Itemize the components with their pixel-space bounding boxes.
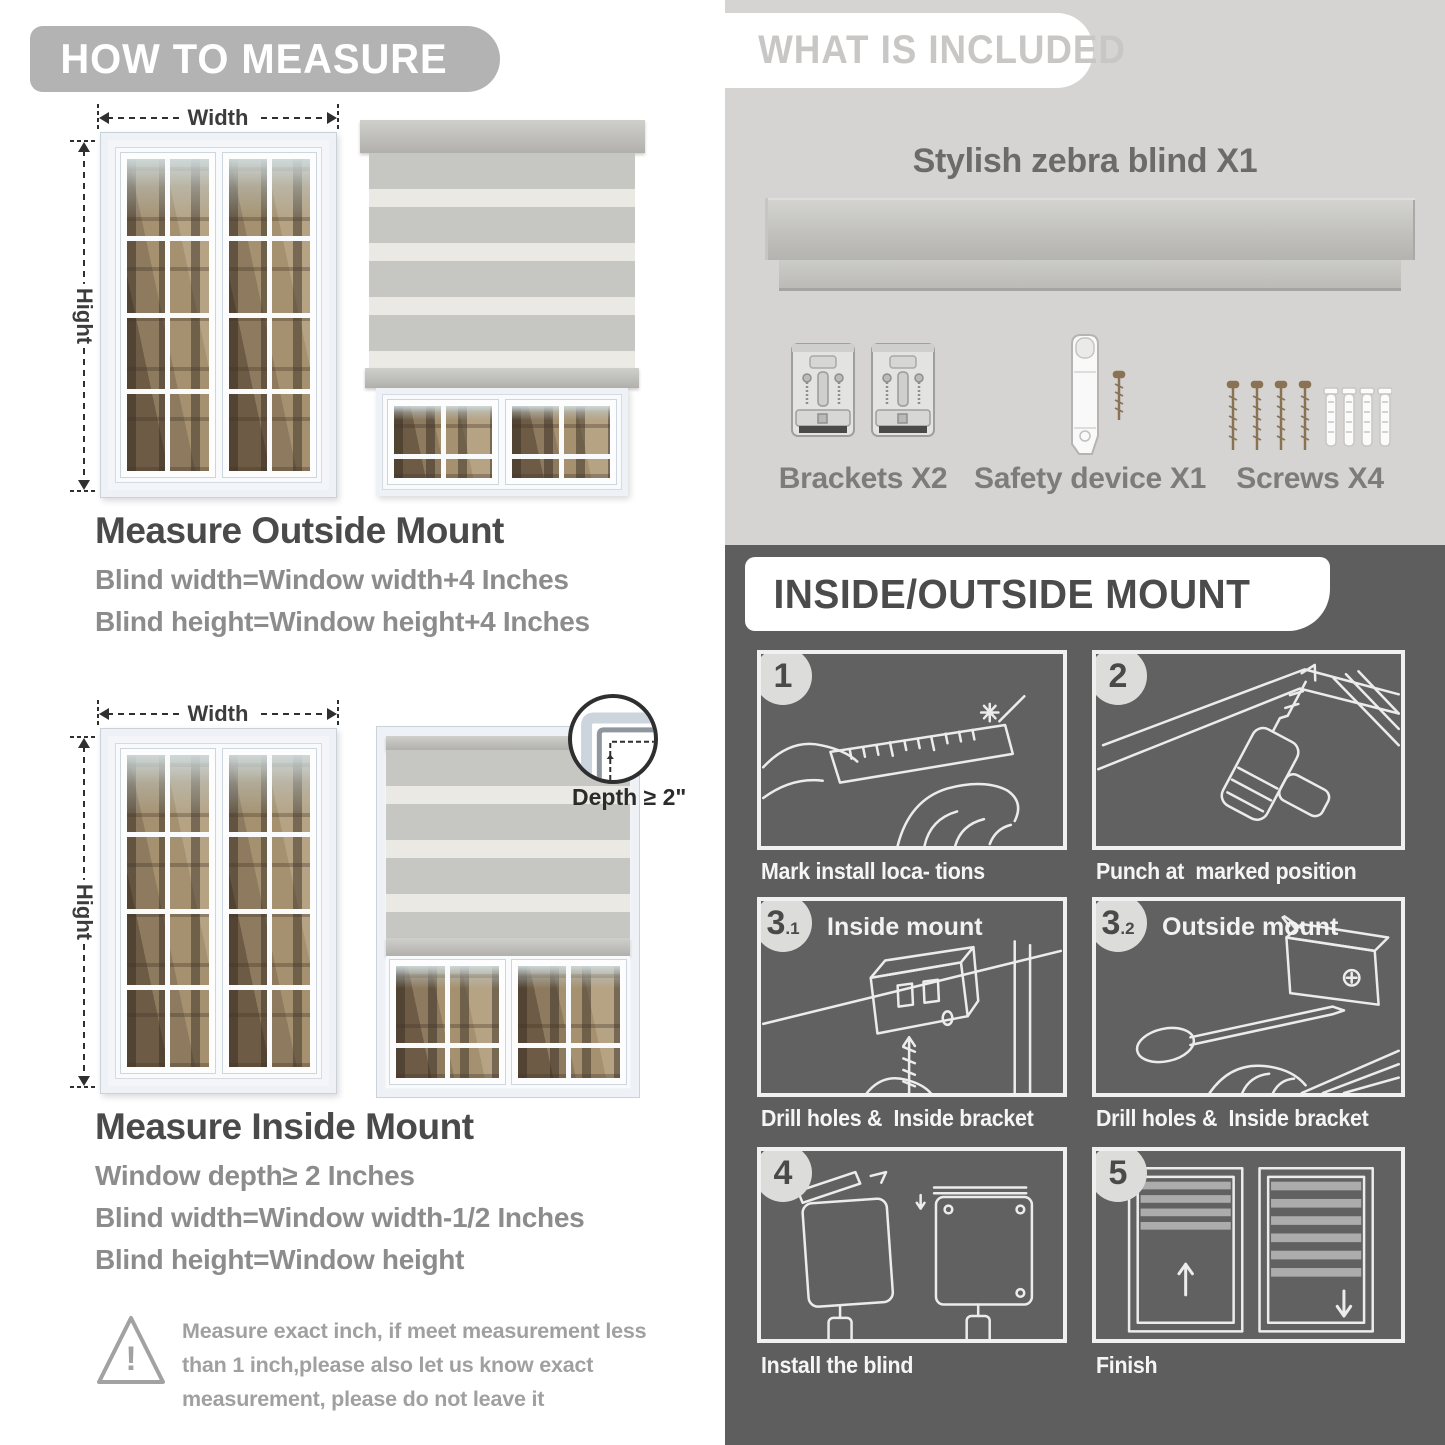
- measure-inside-line2: Blind width=Window width-1/2 Inches: [95, 1202, 585, 1233]
- width-arrow-outside: [95, 104, 341, 132]
- height-arrow-outside: [70, 138, 98, 494]
- measure-inside-line1: Window depth≥ 2 Inches: [95, 1160, 415, 1191]
- brackets-icon: [788, 338, 938, 450]
- step-panel-2: [1092, 650, 1405, 850]
- screws-graphic: [1222, 380, 1392, 458]
- window-under-blind: [386, 956, 630, 1088]
- window-under-blind: [376, 388, 628, 496]
- window-glass: [127, 159, 209, 471]
- step-caption-5: Finish: [1096, 1352, 1158, 1378]
- window-door-left: [389, 959, 506, 1085]
- window-door-left: [387, 399, 499, 485]
- step-caption-3-1: Drill holes & Inside bracket: [761, 1105, 1034, 1131]
- headrail-illustration: [765, 198, 1415, 260]
- inside-outside-mount-header: [745, 557, 1330, 631]
- window-illustration-outside: [100, 132, 337, 498]
- mounting-bracket-graphic: [788, 338, 938, 450]
- step-inline-label: Inside mount: [827, 913, 983, 941]
- window-glass: [518, 966, 621, 1078]
- measure-inside-title: Measure Inside Mount: [95, 1106, 474, 1147]
- blind-sheer-band: [369, 352, 635, 368]
- step-panel-3-1: [757, 897, 1067, 1097]
- window-glass: [512, 406, 610, 478]
- depth-detail-graphic: [572, 698, 654, 780]
- window-door-right: [511, 959, 628, 1085]
- safety-device-graphic: [1062, 332, 1132, 460]
- window-glass: [127, 755, 209, 1067]
- step-number-sub: .1: [785, 919, 800, 938]
- step-panel-3-2: [1092, 897, 1405, 1097]
- window-doors: [115, 743, 322, 1079]
- step-number: 3: [1101, 903, 1121, 942]
- what-is-included-header: [725, 13, 1126, 88]
- height-label-outside: Hight: [71, 284, 97, 348]
- window-door-right: [505, 399, 617, 485]
- step-number: 4: [773, 1153, 793, 1192]
- height-label-inside: Hight: [71, 880, 97, 944]
- blind-stripes: [369, 153, 635, 369]
- product-title: Stylish zebra blind X1: [912, 142, 1258, 180]
- depth-detail-circle: [568, 694, 658, 784]
- measure-outside-line1: Blind width=Window width+4 Inches: [95, 564, 569, 595]
- component-label-screws: Screws X4: [1236, 462, 1384, 495]
- height-arrow-inside: [70, 734, 98, 1090]
- zebra-blind-illustration-outside: [360, 120, 645, 498]
- step-caption-1: Mark install loca- tions: [761, 858, 985, 884]
- step-number: 5: [1108, 1153, 1128, 1192]
- step-caption-3-2: Drill holes & Inside bracket: [1096, 1105, 1369, 1131]
- width-label-inside: Width: [180, 701, 257, 727]
- width-arrow-inside: [95, 700, 341, 728]
- warning-triangle-graphic: [95, 1312, 167, 1388]
- what-is-included-title: WHAT IS INCLUDED: [758, 28, 1126, 72]
- step-caption-4: Install the blind: [761, 1352, 914, 1378]
- headrail-lip-illustration: [779, 260, 1401, 291]
- how-to-measure-header: [30, 26, 500, 92]
- how-to-measure-title: HOW TO MEASURE: [60, 35, 448, 82]
- window-doors: [115, 147, 322, 483]
- window-glass: [229, 755, 311, 1067]
- measure-outside-line2: Blind height=Window height+4 Inches: [95, 606, 590, 637]
- blind-headrail: [360, 120, 645, 153]
- window-door-left: [120, 152, 216, 478]
- step-caption-2: Punch at marked position: [1096, 858, 1357, 884]
- step-panel-5: [1092, 1147, 1405, 1343]
- step-panel-4: [757, 1147, 1067, 1343]
- depth-label: Depth ≥ 2": [572, 784, 687, 810]
- screws-icon: [1222, 380, 1392, 458]
- step-number-sub: .2: [1120, 919, 1135, 938]
- step-panel-1: [757, 650, 1067, 850]
- component-label-brackets: Brackets X2: [778, 462, 948, 495]
- step-number: 3: [766, 903, 786, 942]
- window-illustration-inside: [100, 728, 337, 1094]
- window-glass: [229, 159, 311, 471]
- svg-text:!: !: [125, 1340, 137, 1378]
- inside-outside-mount-title: INSIDE/OUTSIDE MOUNT: [773, 570, 1251, 617]
- window-glass: [396, 966, 499, 1078]
- window-door-left: [120, 748, 216, 1074]
- component-label-safety-device: Safety device X1: [973, 462, 1206, 495]
- step-number: 2: [1108, 656, 1128, 695]
- measure-inside-line3: Blind height=Window height: [95, 1244, 465, 1275]
- window-door-right: [222, 748, 318, 1074]
- width-label-outside: Width: [180, 105, 257, 131]
- blind-bottomrail: [386, 938, 630, 956]
- window-door-right: [222, 152, 318, 478]
- measure-outside-title: Measure Outside Mount: [95, 510, 504, 551]
- window-glass: [394, 406, 492, 478]
- safety-device-icon: [1062, 332, 1132, 460]
- step-inline-label: Outside mount: [1162, 913, 1339, 941]
- warning-text: Measure exact inch, if meet measurement less than 1 inch,please also let us know exact measurement, please do not leave it: [182, 1319, 647, 1411]
- exclamation-triangle-icon: [95, 1312, 167, 1388]
- blind-bottomrail: [365, 368, 639, 388]
- step-number: 1: [773, 656, 793, 695]
